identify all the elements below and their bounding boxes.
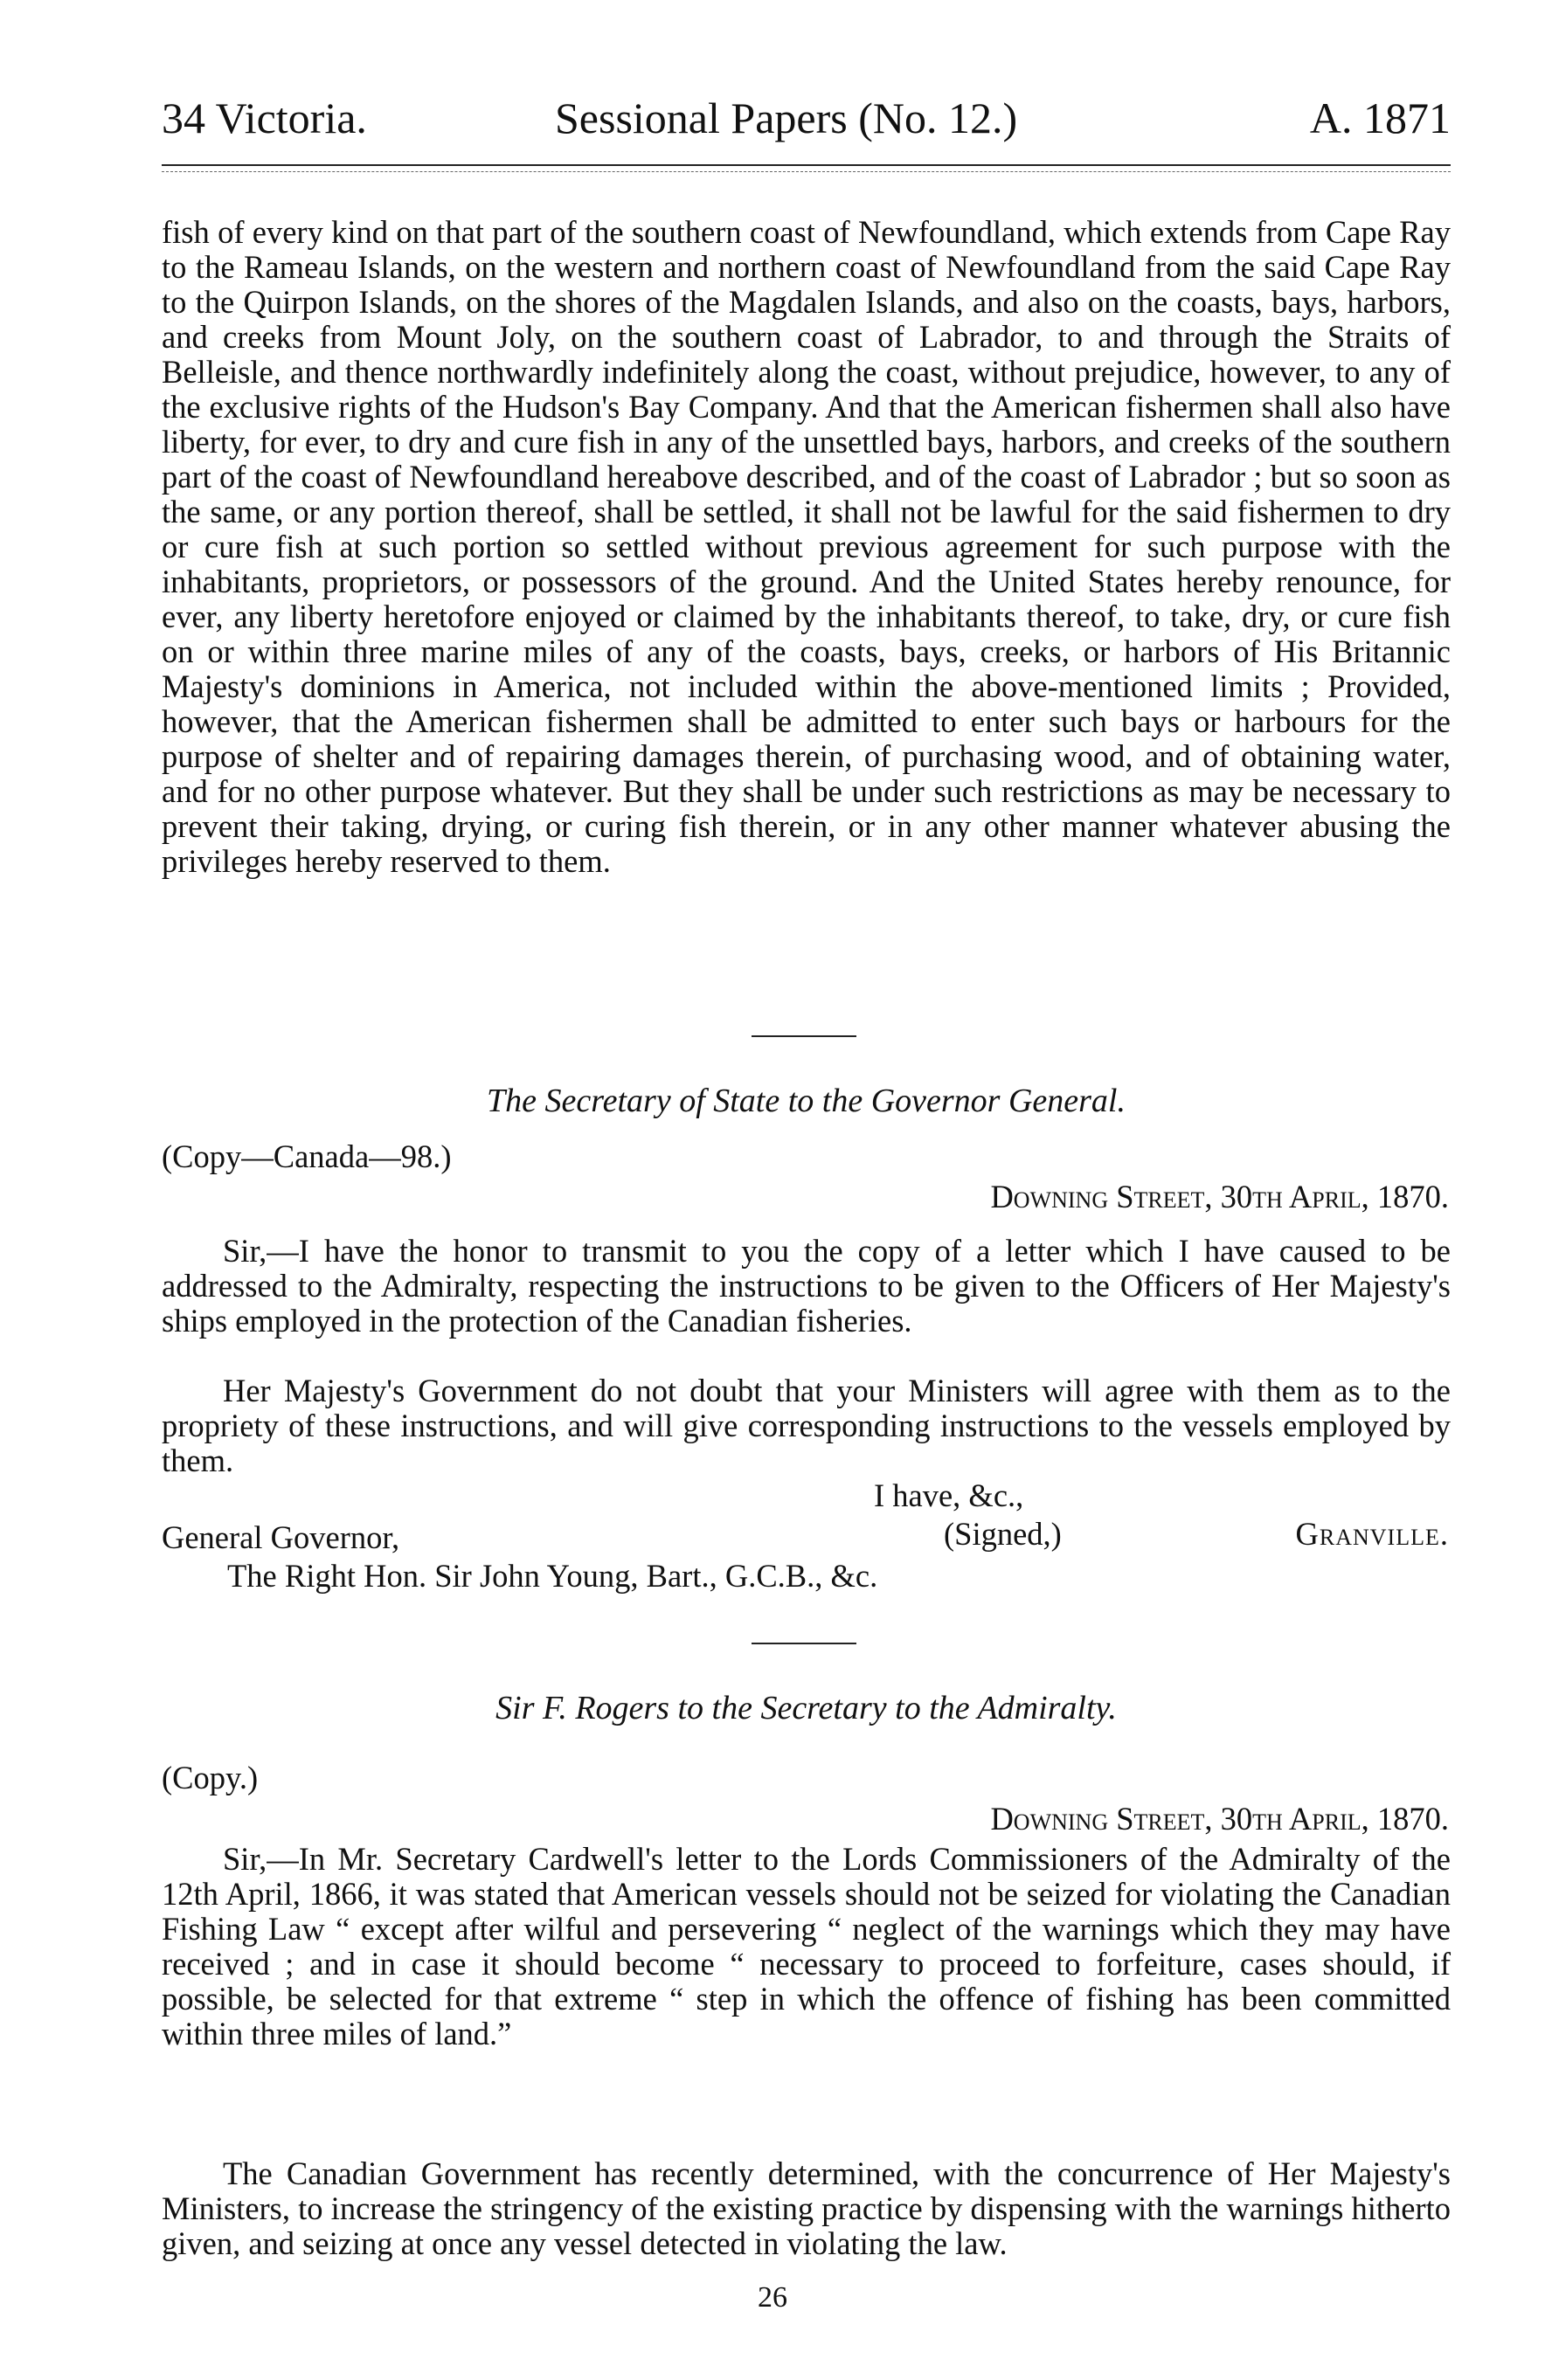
letter-2-date: Downing Street, 30th April, 1870. — [990, 1801, 1449, 1837]
header-title: Sessional Papers (No. 12.) — [555, 93, 1018, 142]
letter-1-signed: (Signed,) — [944, 1516, 1062, 1552]
letter-1-heading: The Secretary of State to the Governor General. — [487, 1083, 1126, 1119]
header-year: A. 1871 — [1309, 93, 1451, 142]
letter-1-copy-ref: (Copy—Canada—98.) — [162, 1138, 452, 1174]
header-rule-dashed — [162, 171, 1451, 172]
letter-2-paragraph-1: Sir,—In Mr. Secretary Cardwell's letter to the Lords Commissioners of the Admiralty of the 12th April, 1866, it was stated that American vessels should not be seized for violating the Canadian Fishing Law “ except after wilful and persevering “ neglect of the warnings which they may have received ; and in case it should become “ necessary to proceed to forfeiture, cases should, if possible, be selected for that extreme “ step in which the offence of fishing has been committed within three miles of land.” — [162, 1841, 1451, 2051]
letter-2-heading: Sir F. Rogers to the Secretary to the Admiralty. — [495, 1690, 1117, 1726]
page-number: 26 — [758, 2281, 787, 2314]
letter-1-paragraph-1: Sir,—I have the honor to transmit to you the copy of a letter which I have caused to be addressed to the Admiralty, respecting the instructions to be given to the Officers of Her Majesty's ships employed in the protection of the Canadian fisheries. — [162, 1233, 1451, 1339]
letter-1-signatory: Granville. — [1295, 1516, 1449, 1552]
letter-1-addressee-name: The Right Hon. Sir John Young, Bart., G.C.B., &c. — [227, 1558, 878, 1594]
header-session: 34 Victoria. — [162, 93, 367, 142]
running-header — [162, 87, 1451, 149]
section-divider — [752, 1035, 856, 1037]
letter-2-copy-ref: (Copy.) — [162, 1760, 259, 1795]
letter-1-addressee-title: General Governor, — [162, 1519, 400, 1555]
header-rule — [162, 164, 1451, 166]
treaty-paragraph: fish of every kind on that part of the southern coast of Newfoundland, which extends from Cape Ray to the Rameau Islands, on the western and northern coast of Newfoundland from the said Cape Ray to the Quirpon Islands, on the shores of the Magdalen Islands, and also on the coasts, bays, harbors, and creeks from Mount Joly, on the southern coast of Labrador, to and through the Straits of Belleisle, and thence northwardly indefinitely along the coast, without prejudice, however, to any of the exclusive rights of the Hudson's Bay Company. And that the American fishermen shall also have liberty, for ever, to dry and cure fish in any of the unsettled bays, harbors, and creeks of the southern part of the coast of Newfoundland hereabove described, and of the coast of Labrador ; but so soon as the same, or any portion thereof, shall be settled, it shall not be lawful for the said fishermen to dry or cure fish at such portion so settled without previous agreement for such purpose with the inhabitants, proprietors, or possessors of the ground. And the United States hereby renounce, for ever, any liberty heretofore enjoyed or claimed by the inhabitants thereof, to take, dry, or cure fish on or within three marine miles of any of the coasts, bays, creeks, or harbors of His Britannic Majesty's dominions in America, not included within the above-mentioned limits ; Provided, however, that the American fishermen shall be admitted to enter such bays or harbours for the purpose of shelter and of repairing damages therein, of purchasing wood, and of obtaining water, and for no other purpose whatever. But they shall be under such restrictions as may be necessary to prevent their taking, drying, or curing fish therein, or in any other manner whatever abusing the privileges hereby reserved to them. — [162, 214, 1451, 879]
letter-1-date: Downing Street, 30th April, 1870. — [990, 1179, 1449, 1214]
letter-1-paragraph-2: Her Majesty's Government do not doubt that your Ministers will agree with them as to the propriety of these instructions, and will give corresponding instructions to the vessels employed by them. — [162, 1373, 1451, 1478]
letter-1-closing: I have, &c., — [874, 1477, 1024, 1513]
letter-2-paragraph-2: The Canadian Government has recently determined, with the concurrence of Her Majesty's Ministers, to increase the stringency of the existing practice by dispensing with the warnings hitherto given, and seizing at once any vessel detected in violating the law. — [162, 2155, 1451, 2261]
section-divider-2 — [752, 1643, 856, 1644]
